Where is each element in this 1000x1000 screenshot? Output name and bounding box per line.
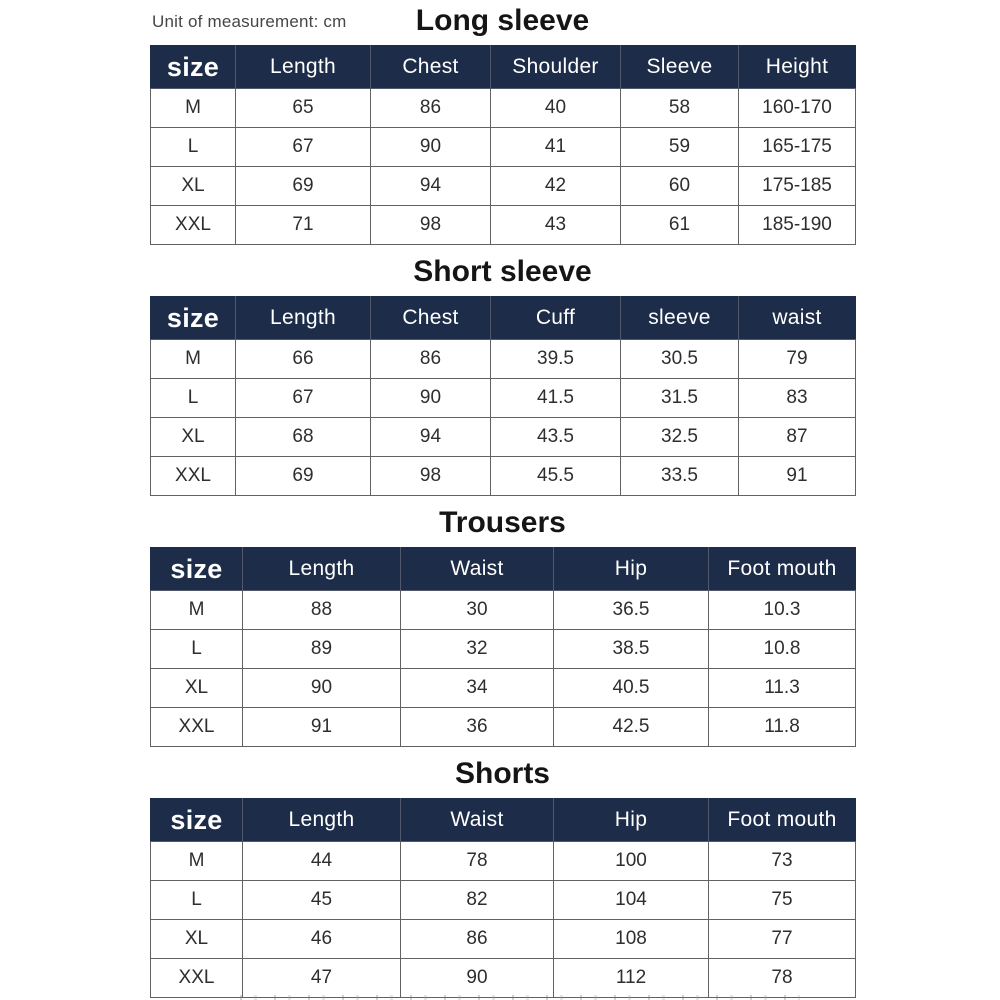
measurement-value: 90	[401, 959, 554, 998]
size-label: XL	[151, 418, 236, 457]
measurement-value: 165-175	[739, 128, 856, 167]
measurement-value: 42.5	[554, 708, 709, 747]
size-label: XXL	[151, 206, 236, 245]
column-header-size: size	[151, 548, 243, 591]
measurement-value: 10.3	[709, 591, 856, 630]
measurement-value: 160-170	[739, 89, 856, 128]
header-row	[151, 46, 856, 89]
column-header-height: Height	[739, 46, 856, 89]
clipped-bottom-text-artifact	[240, 995, 800, 1000]
measurement-value: 94	[371, 418, 491, 457]
measurement-value: 98	[371, 457, 491, 496]
measurement-value: 75	[709, 881, 856, 920]
measurement-value: 91	[739, 457, 856, 496]
measurement-value: 82	[401, 881, 554, 920]
column-header-chest: Chest	[371, 297, 491, 340]
size-label: L	[151, 630, 243, 669]
size-label: M	[151, 340, 236, 379]
column-header-hip: Hip	[554, 799, 709, 842]
column-header-hip: Hip	[554, 548, 709, 591]
measurement-value: 185-190	[739, 206, 856, 245]
table-title-trousers: Trousers	[439, 506, 566, 539]
section-short-sleeve	[150, 253, 855, 496]
measurement-value: 38.5	[554, 630, 709, 669]
measurement-value: 90	[243, 669, 401, 708]
table-title-short-sleeve: Short sleeve	[413, 255, 592, 288]
measurement-value: 30	[401, 591, 554, 630]
measurement-value: 89	[243, 630, 401, 669]
measurement-value: 47	[243, 959, 401, 998]
table-row-xxl	[151, 708, 856, 747]
size-chart-sections	[150, 0, 855, 998]
measurement-value: 175-185	[739, 167, 856, 206]
measurement-value: 33.5	[621, 457, 739, 496]
size-label: L	[151, 881, 243, 920]
measurement-value: 61	[621, 206, 739, 245]
size-label: L	[151, 379, 236, 418]
measurement-value: 67	[236, 379, 371, 418]
size-label: M	[151, 591, 243, 630]
measurement-value: 86	[371, 89, 491, 128]
measurement-value: 68	[236, 418, 371, 457]
header-row	[151, 799, 856, 842]
measurement-value: 78	[709, 959, 856, 998]
column-header-foot-mouth: Foot mouth	[709, 548, 856, 591]
size-label: XXL	[151, 457, 236, 496]
column-header-shoulder: Shoulder	[491, 46, 621, 89]
measurement-value: 86	[371, 340, 491, 379]
size-label: XL	[151, 167, 236, 206]
column-header-sleeve: Sleeve	[621, 46, 739, 89]
measurement-value: 30.5	[621, 340, 739, 379]
column-header-length: Length	[243, 548, 401, 591]
table-row-xl	[151, 418, 856, 457]
column-header-chest: Chest	[371, 46, 491, 89]
table-row-m	[151, 340, 856, 379]
measurement-value: 39.5	[491, 340, 621, 379]
measurement-value: 69	[236, 167, 371, 206]
table-title-shorts: Shorts	[454, 757, 550, 790]
measurement-value: 41	[491, 128, 621, 167]
size-label: M	[151, 89, 236, 128]
measurement-value: 32	[401, 630, 554, 669]
column-header-length: Length	[236, 297, 371, 340]
measurement-value: 45	[243, 881, 401, 920]
measurement-value: 83	[739, 379, 856, 418]
measurement-value: 10.8	[709, 630, 856, 669]
measurement-value: 90	[371, 379, 491, 418]
table-row-xl	[151, 167, 856, 206]
measurement-value: 79	[739, 340, 856, 379]
column-header-length: Length	[236, 46, 371, 89]
measurement-value: 67	[236, 128, 371, 167]
measurement-value: 45.5	[491, 457, 621, 496]
measurement-value: 40	[491, 89, 621, 128]
size-label: XXL	[151, 708, 243, 747]
table-row-xl	[151, 920, 856, 959]
measurement-value: 104	[554, 881, 709, 920]
size-table-short-sleeve	[150, 296, 856, 496]
table-row-l	[151, 379, 856, 418]
table-row-m	[151, 591, 856, 630]
measurement-value: 36	[401, 708, 554, 747]
size-table-trousers	[150, 547, 856, 747]
measurement-value: 40.5	[554, 669, 709, 708]
measurement-value: 43.5	[491, 418, 621, 457]
table-row-m	[151, 89, 856, 128]
column-header-size: size	[151, 799, 243, 842]
measurement-value: 78	[401, 842, 554, 881]
section-trousers	[150, 504, 855, 747]
measurement-value: 31.5	[621, 379, 739, 418]
measurement-value: 66	[236, 340, 371, 379]
table-row-xxl	[151, 206, 856, 245]
measurement-value: 88	[243, 591, 401, 630]
column-header-waist: Waist	[401, 548, 554, 591]
section-long-sleeve	[150, 2, 855, 245]
measurement-value: 36.5	[554, 591, 709, 630]
size-label: XL	[151, 669, 243, 708]
size-table-shorts	[150, 798, 856, 998]
size-label: L	[151, 128, 236, 167]
measurement-value: 46	[243, 920, 401, 959]
unit-of-measurement-note: Unit of measurement: cm	[152, 12, 347, 31]
header-row	[151, 548, 856, 591]
table-row-xl	[151, 669, 856, 708]
measurement-value: 86	[401, 920, 554, 959]
column-header-waist: Waist	[401, 799, 554, 842]
table-row-m	[151, 842, 856, 881]
column-header-length: Length	[243, 799, 401, 842]
measurement-value: 42	[491, 167, 621, 206]
measurement-value: 100	[554, 842, 709, 881]
measurement-value: 90	[371, 128, 491, 167]
measurement-value: 34	[401, 669, 554, 708]
measurement-value: 41.5	[491, 379, 621, 418]
measurement-value: 58	[621, 89, 739, 128]
measurement-value: 32.5	[621, 418, 739, 457]
measurement-value: 43	[491, 206, 621, 245]
size-label: M	[151, 842, 243, 881]
table-row-l	[151, 630, 856, 669]
header-row	[151, 297, 856, 340]
measurement-value: 94	[371, 167, 491, 206]
measurement-value: 77	[709, 920, 856, 959]
column-header-size: size	[151, 46, 236, 89]
table-row-xxl	[151, 457, 856, 496]
measurement-value: 44	[243, 842, 401, 881]
measurement-value: 108	[554, 920, 709, 959]
measurement-value: 112	[554, 959, 709, 998]
column-header-waist: waist	[739, 297, 856, 340]
measurement-value: 87	[739, 418, 856, 457]
column-header-size: size	[151, 297, 236, 340]
measurement-value: 98	[371, 206, 491, 245]
column-header-cuff: Cuff	[491, 297, 621, 340]
table-title-long-sleeve: Long sleeve	[415, 4, 590, 37]
measurement-value: 71	[236, 206, 371, 245]
size-label: XXL	[151, 959, 243, 998]
section-shorts	[150, 755, 855, 998]
column-header-sleeve: sleeve	[621, 297, 739, 340]
measurement-value: 65	[236, 89, 371, 128]
size-table-long-sleeve	[150, 45, 856, 245]
measurement-value: 73	[709, 842, 856, 881]
column-header-foot-mouth: Foot mouth	[709, 799, 856, 842]
measurement-value: 11.3	[709, 669, 856, 708]
measurement-value: 60	[621, 167, 739, 206]
size-label: XL	[151, 920, 243, 959]
table-row-xxl	[151, 959, 856, 998]
measurement-value: 69	[236, 457, 371, 496]
measurement-value: 11.8	[709, 708, 856, 747]
table-row-l	[151, 128, 856, 167]
measurement-value: 59	[621, 128, 739, 167]
table-row-l	[151, 881, 856, 920]
measurement-value: 91	[243, 708, 401, 747]
